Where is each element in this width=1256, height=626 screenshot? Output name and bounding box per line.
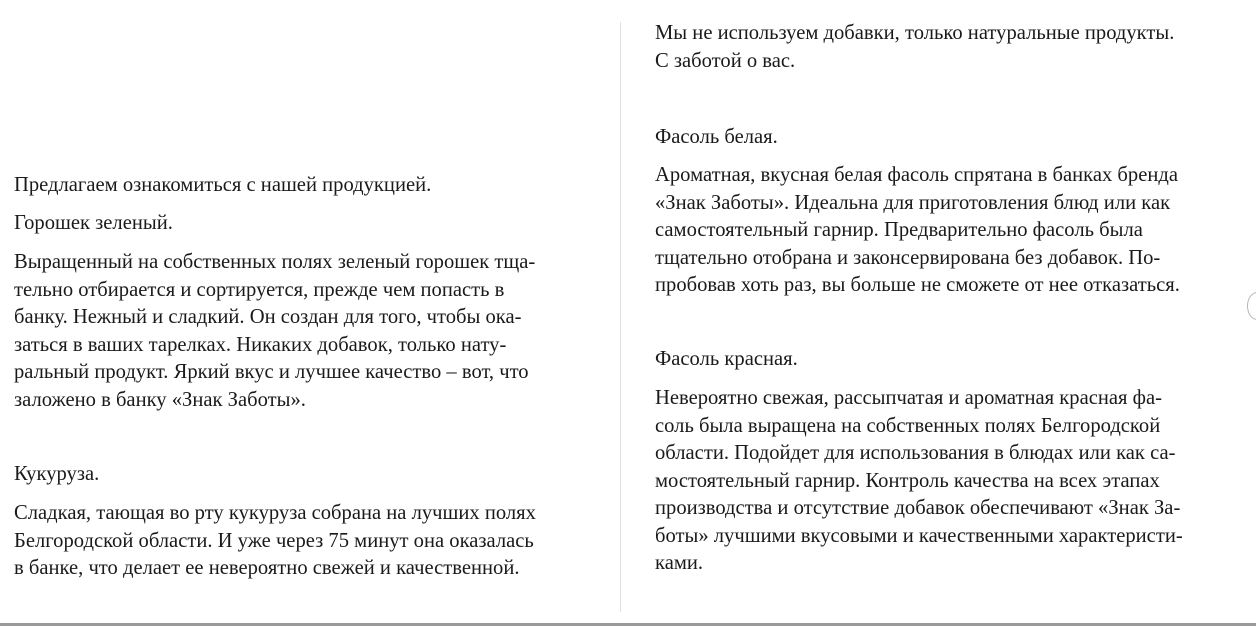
text-line: тщательно отобрана и законсервирована без добавок. По- bbox=[655, 246, 1161, 269]
red-beans-heading: Фасоль красная. bbox=[655, 348, 798, 370]
text-line: соль была выращена на собственных полях Белгородской bbox=[655, 414, 1161, 437]
text-line: Невероятно свежая, рассыпчатая и ароматная красная фа- bbox=[655, 387, 1162, 409]
text-line: Выращенный на собственных полях зеленый горошек тща- bbox=[14, 251, 536, 273]
text-line: «Знак Заботы». Идеальна для приготовления блюд или как bbox=[655, 191, 1171, 214]
intro-paragraph: Предлагаем ознакомиться с нашей продукцией. bbox=[14, 174, 432, 196]
text-line: в банке, что делает ее невероятно свежей и качественной. bbox=[14, 557, 520, 579]
scroll-handle[interactable] bbox=[1247, 292, 1256, 320]
text-line: банку. Нежный и сладкий. Он создан для того, чтобы ока- bbox=[14, 306, 522, 328]
text-line: заться в ваших тарелках. Никаких добавок, только нату- bbox=[14, 333, 507, 356]
corn-heading: Кукуруза. bbox=[14, 463, 100, 485]
text-line: Сладкая, тающая во рту кукуруза собрана на лучших полях bbox=[14, 502, 536, 524]
peas-description bbox=[14, 249, 535, 414]
text-line: пробовав хоть раз, вы больше не сможете от нее отказаться. bbox=[655, 274, 1180, 296]
text-line: производства и отсутствие добавок обеспечивают «Знак За- bbox=[655, 497, 1181, 519]
text-line: заложено в банку «Знак Заботы». bbox=[14, 388, 306, 411]
closing-paragraph bbox=[655, 20, 1174, 75]
text-line: тельно отбирается и сортируется, прежде чем попасть в bbox=[14, 278, 505, 301]
text-line: ками. bbox=[655, 552, 704, 574]
peas-heading: Горошек зеленый. bbox=[14, 212, 173, 234]
text-line: Ароматная, вкусная белая фасоль спрятана в банках бренда bbox=[655, 164, 1178, 186]
text-line: самостоятельный гарнир. Предварительно фасоль была bbox=[655, 219, 1143, 241]
column-divider bbox=[620, 22, 621, 612]
text-line: мостоятельный гарнир. Контроль качества на всех этапах bbox=[655, 469, 1160, 492]
text-line: области. Подойдет для использования в блюдах или как са- bbox=[655, 442, 1176, 464]
red-beans-description bbox=[655, 385, 1183, 578]
text-line: Белгородской области. И уже через 75 минут она оказалась bbox=[14, 529, 534, 552]
text-line: Мы не используем добавки, только натуральные продукты. bbox=[655, 22, 1175, 44]
text-line: С заботой о вас. bbox=[655, 49, 796, 72]
white-beans-heading: Фасоль белая. bbox=[655, 126, 778, 148]
text-line: боты» лучшими вкусовыми и качественными характеристи- bbox=[655, 524, 1183, 547]
corn-description bbox=[14, 500, 536, 583]
white-beans-description bbox=[655, 162, 1180, 300]
text-line: ральный продукт. Яркий вкус и лучшее качество – вот, что bbox=[14, 361, 529, 383]
